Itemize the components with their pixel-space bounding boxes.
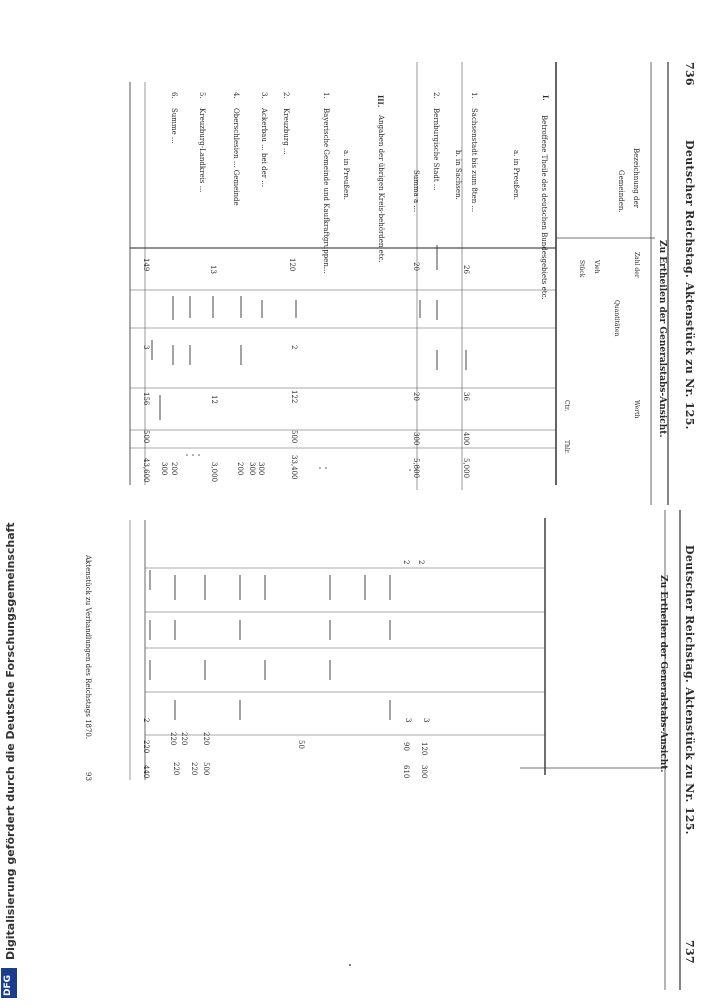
upper-right-head: Zu Ertheilen der Generalstabs-Ansicht. [657,240,667,438]
section-title-13: Kreuzburg-Landkreis ... [198,108,206,193]
section-title-9: Bayerische Gemeinde und Kaufkraftgruppen... [322,108,330,274]
section-title-2: a. in Preußen. [512,150,520,200]
value-d-2: 400 [462,432,470,446]
section-roman-12: 4. [232,92,240,99]
value-d-1: 500 [142,430,150,444]
lower-value-a-1: 2 [402,560,410,565]
col-header-gemeinden: Gemeinden. [617,170,625,213]
section-title-4: b. in Sachsen. [454,150,462,200]
value-e-4: 33,400 [290,455,298,480]
lower-value-d-6: 220 [190,762,198,776]
upper-page-number: 736 [683,62,696,86]
col-header-vieh: Vieh [593,260,600,274]
value-c-4: 122 [290,390,298,404]
section-title-5: Bernburgische Stadt ... [432,108,440,191]
lower-value-c-5: 220 [202,732,210,746]
lower-value-d-2: 610 [402,765,410,779]
value-e-8: 300 [257,462,265,476]
value-d-3: 300 [412,432,420,446]
lower-value-c-7: 50 [297,740,305,749]
value-e-3: 5,800 [412,458,420,479]
value-c-1: 156 [142,392,150,406]
lower-value-b-2: 3 [404,718,412,723]
lower-value-c-3: 120 [420,742,428,756]
value-e-2: 5,000 [462,458,470,479]
section-roman-1: I. [541,95,550,101]
value-b-1: 3 [142,345,150,350]
section-title-11: Ackerbau ... bei der ... [260,108,268,187]
lower-value-c-1: 220 [142,740,150,754]
value-e-1: 43,600 [142,458,150,483]
lower-value-d-3: 300 [420,765,428,779]
value-a-5: 13 [209,265,217,274]
section-roman-5: 2. [432,92,440,99]
section-title-10: Kreuzburg ... [282,108,290,155]
lower-value-c-4: 220 [169,732,177,746]
digitization-notice: Digitalisierung gefördert durch die Deutsche Forschungsgemeinschaft [4,522,17,960]
lower-value-b-3: 3 [422,718,430,723]
value-e-6: 200 [236,462,244,476]
value-c-2: 36 [462,392,470,401]
lower-running-head: Deutscher Reichstag. Aktenstück zu Nr. 125. [683,545,696,835]
value-e-9: 200 [170,462,178,476]
lower-value-b-1: 2 [142,718,150,723]
value-a-4: 120 [288,258,296,272]
lower-right-head: Zu Ertheilen der Generalstabs-Ansicht. [658,575,668,773]
section-roman-7: III. [376,95,385,108]
value-a-3: 20 [412,262,420,271]
upper-running-head: Deutscher Reichstag. Aktenstück zu Nr. 125. [683,140,696,430]
col-header-ctr: Ctr. [563,400,570,412]
value-a-1: 149 [142,258,150,272]
section-roman-10: 2. [282,92,290,99]
value-c-3: 20 [412,392,420,401]
section-title-14: Summe ... [170,108,178,144]
lower-value-a-2: 2 [417,560,425,565]
section-roman-9: 1. [322,92,330,99]
lower-value-c-6: 220 [180,732,188,746]
lower-page-number: 737 [683,940,696,964]
lower-value-c-2: 90 [402,742,410,751]
col-header-werth: Werth [633,400,640,419]
section-roman-3: 1. [470,92,478,99]
section-title-1: Betroffene Theile des deutschen Bundesgebiets etc. [540,115,548,300]
value-a-2: 26 [462,265,470,274]
col-header-stueck: Stück [578,260,585,278]
section-title-6: Summa a ... [412,170,420,213]
value-c-5: 12 [210,395,218,404]
value-e-5: 3,000 [210,462,218,483]
lower-value-d-5: 500 [202,762,210,776]
col-header-quantitaeten: Quantitäten [613,300,620,337]
section-title-8: a. in Preußen. [342,150,350,200]
section-title-12: Oberschlesien ... Gemeinde [232,108,240,206]
value-b-2: 2 [290,345,298,350]
section-title-7: Angaben der übrigen Kreis-behörden etc. [377,115,385,263]
lower-footer: Aktenstück zu Verhandlungen des Reichstags 1870. [84,555,92,740]
lower-footer-number: 93 [84,772,92,781]
col-header-bezeichnung: Bezeichnung der [632,148,640,208]
col-header-thlr: Thlr. [563,440,570,454]
lower-value-d-1: 440 [142,765,150,779]
section-title-3: Sachsenstadt bis zum 8ten ... [470,108,478,213]
value-e-10: 300 [160,462,168,476]
section-roman-14: 6. [170,92,178,99]
lower-value-d-4: 220 [172,762,180,776]
value-d-4: 500 [290,430,298,444]
section-roman-13: 5. [198,92,206,99]
section-roman-11: 3. [260,92,268,99]
dfg-logo-text: DFG [3,974,13,996]
value-e-7: 300 [248,462,256,476]
col-header-zahl: Zahl der [633,252,640,278]
